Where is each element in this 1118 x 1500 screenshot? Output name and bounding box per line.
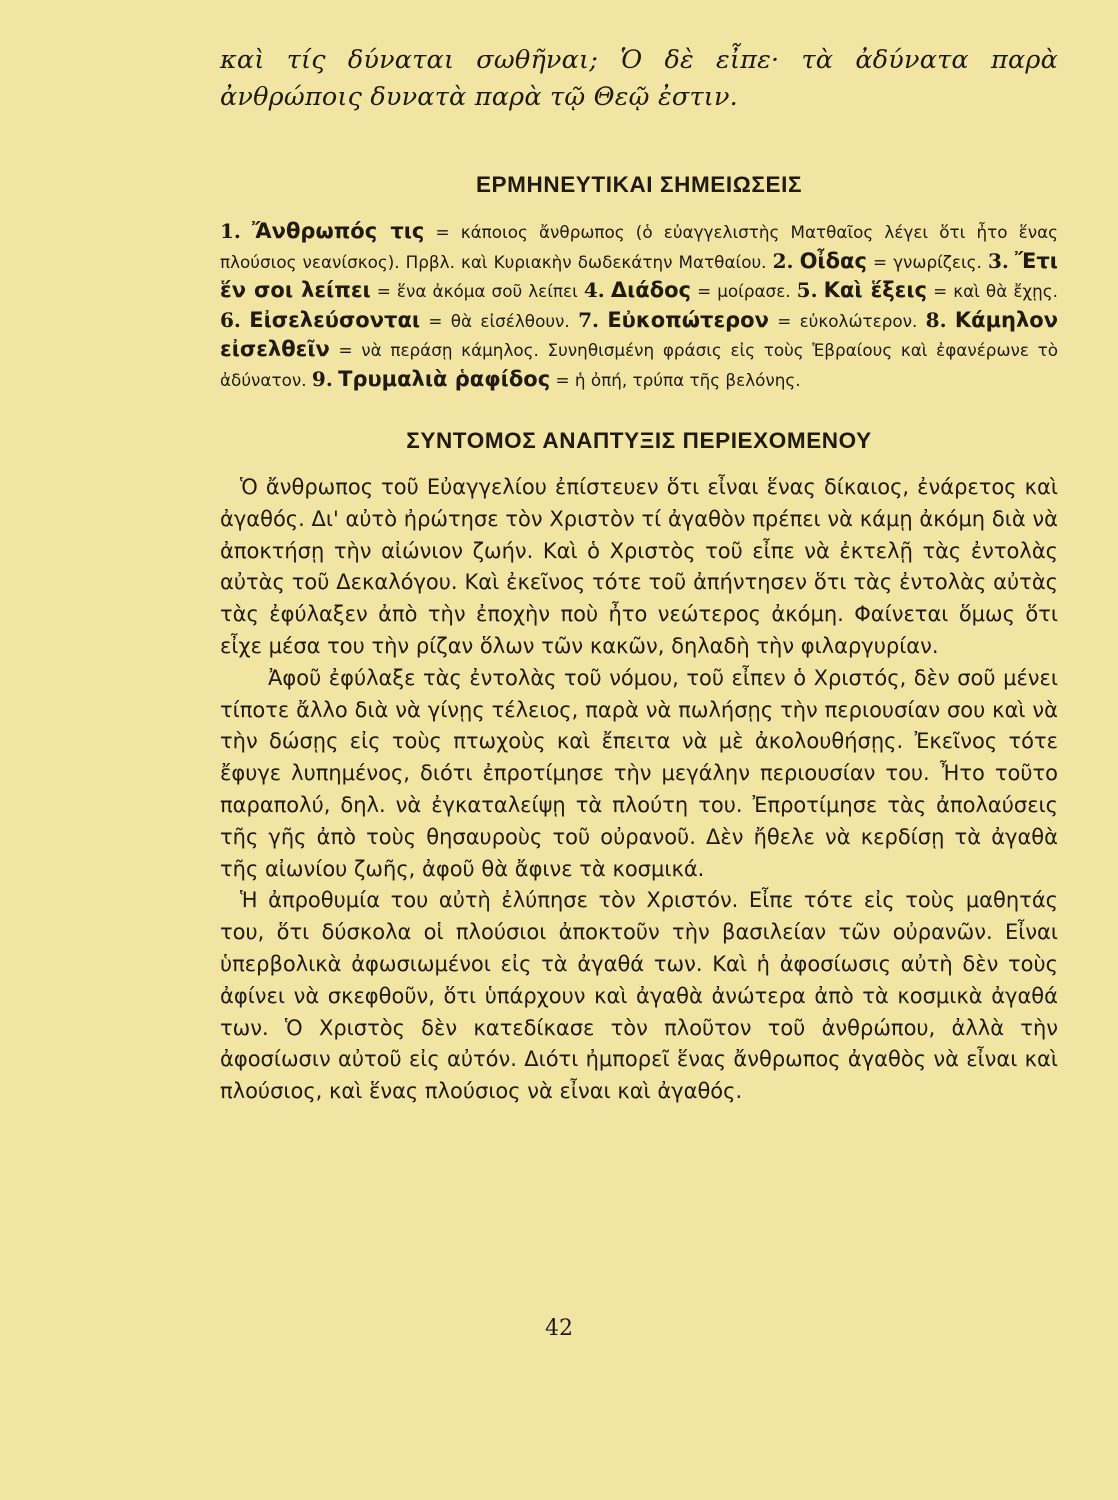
- note-gloss: = ἕνα ἀκόμα σοῦ λείπει: [376, 281, 578, 301]
- text-column: [220, 42, 1058, 1108]
- note-term: Ἔτι ἕν σοι λείπει: [220, 248, 1058, 302]
- note-gloss: = ἡ ὀπή, τρύπα τῆς βελόνης.: [555, 369, 801, 390]
- note-gloss: = μοίρασε.: [697, 281, 791, 301]
- notes-heading: ΕΡΜΗΝΕΥΤΙΚΑΙ ΣΗΜΕΙΩΣΕΙΣ: [475, 172, 803, 197]
- note-item: 1. Ἄνθρωπός τις = κάποιος ἄνθρωπος (ὁ εὐαγγελιστὴς Ματθαῖος λέγει ὅτι ἦτο ἕνας πλούσιος νεανίσκος). Πρβλ. καὶ Κυριακὴν δωδεκάτην Ματθαίου.: [220, 219, 1058, 272]
- gospel-passage: καὶ τίς δύναται σωθῆναι; Ὁ δὲ εἶπε· τὰ ἀδύνατα παρὰ ἀνθρώποις δυνατὰ παρὰ τῷ Θεῷ ἐστιν.: [220, 45, 1058, 112]
- page-number: 42: [545, 1316, 573, 1341]
- note-item: 7. Εὐκοπώτερον = εὐκολώτερον.: [578, 307, 918, 332]
- summary-paragraph: Ἡ ἀπροθυμία του αὐτὴ ἐλύπησε τὸν Χριστόν. Εἶπε τότε εἰς τοὺς μαθητάς του, ὅτι δύσκολα οἱ πλούσιοι ἀποκτοῦν τὴν βασιλείαν τῶν οὐρανῶν. Εἶναι ὑπερβολικὰ ἀφωσιωμένοι εἰς τὰ ἀγαθά των. Καὶ ἡ ἀφοσίωσις αὐτὴ δὲν τοὺς ἀφίνει νὰ σκεφθοῦν, ὅτι ὑπάρχουν καὶ ἀγαθὰ ἀνώτερα ἀπὸ τὰ κοσμικὰ ἀγαθά των. Ὁ Χριστὸς δὲν κατεδίκασε τὸν πλοῦτον τοῦ ἀνθρώπου, ἀλλὰ τὴν ἀφοσίωσιν αὐτοῦ εἰς αὐτόν. Διότι ἠμπορεῖ ἕνας ἄνθρωπος ἀγαθὸς νὰ εἶναι καὶ πλούσιος, καὶ ἕνας πλούσιος νὰ εἶναι καὶ ἀγαθός.: [220, 888, 1058, 1104]
- note-term: Τρυμαλιὰ ῥαφίδος: [338, 366, 551, 391]
- note-gloss: = κάποιος ἄνθρωπος (ὁ εὐαγγελιστὴς Ματθαῖος λέγει ὅτι ἦτο ἕνας πλούσιος νεανίσκος). Πρβλ. καὶ Κυριακὴν δωδεκάτην Ματθαίου.: [220, 222, 1058, 272]
- note-term: Οἶδας: [799, 248, 867, 273]
- note-term: Καὶ ἕξεις: [823, 278, 927, 302]
- note-term: Ἄνθρωπός τις: [252, 219, 425, 243]
- notes-block: [220, 217, 1058, 394]
- note-item: 9. Τρυμαλιὰ ῥαφίδος = ἡ ὀπή, τρύπα τῆς βελόνης.: [311, 366, 801, 391]
- note-item: 8. Κάμηλον εἰσελθεῖν = νὰ περάσῃ κάμηλος. Συνηθισμένη φράσις εἰς τοὺς Ἑβραίους καὶ ἐφανέρωνε τὸ ἀδύνατον.: [220, 307, 1059, 390]
- note-term: Εὐκοπώτερον: [607, 307, 769, 332]
- note-item: 3. Ἔτι ἕν σοι λείπει = ἕνα ἀκόμα σοῦ λείπει: [220, 248, 1058, 302]
- note-item: 2. Οἶδας = γνωρίζεις.: [772, 248, 982, 273]
- note-gloss: = εὐκολώτερον.: [777, 310, 918, 331]
- note-term: Διάδος: [610, 278, 691, 302]
- note-gloss: = νὰ περάσῃ κάμηλος. Συνηθισμένη φράσις εἰς τοὺς Ἑβραίους καὶ ἐφανέρωνε τὸ ἀδύνατον.: [220, 340, 1058, 390]
- note-gloss: = θὰ εἰσέλθουν.: [428, 310, 570, 331]
- summary-paragraph: Ὁ ἄνθρωπος τοῦ Εὐαγγελίου ἐπίστευεν ὅτι εἶναι ἕνας δίκαιος, ἐνάρετος καὶ ἀγαθός. Δι' αὐτὸ ἠρώτησε τὸν Χριστὸν τί ἀγαθὸν πρέπει νὰ κάμῃ ἀκόμη διὰ νὰ ἀποκτήσῃ τὴν αἰώνιον ζωήν. Καὶ ὁ Χριστὸς τοῦ εἶπε νὰ ἐκτελῇ τὰς ἐντολὰς αὐτὰς τοῦ Δεκαλόγου. Καὶ ἐκεῖνος τότε τοῦ ἀπήντησεν ὅτι τὰς ἐντολὰς αὐτὰς τὰς ἐφύλαξεν ἀπὸ τὴν ἐποχὴν ποὺ ἦτο νεώτερος ἀκόμη. Φαίνεται ὅμως ὅτι εἶχε μέσα του τὴν ρίζαν ὅλων τῶν κακῶν, δηλαδὴ τὴν φιλαργυρίαν.: [220, 475, 1058, 658]
- note-item: 6. Εἰσελεύσονται = θὰ εἰσέλθουν.: [220, 307, 570, 332]
- summary-heading: ΣΥΝΤΟΜΟΣ ΑΝΑΠΤΥΞΙΣ ΠΕΡΙΕΧΟΜΕΝΟΥ: [406, 428, 872, 453]
- note-item: 4. Διάδος = μοίρασε.: [583, 278, 791, 302]
- note-item: 5. Καὶ ἕξεις = καὶ θὰ ἔχῃς.: [796, 278, 1058, 302]
- note-term: Εἰσελεύσονται: [249, 307, 421, 332]
- note-gloss: = καὶ θὰ ἔχῃς.: [933, 281, 1058, 301]
- summary-paragraph: Ἀφοῦ ἐφύλαξε τὰς ἐντολὰς τοῦ νόμου, τοῦ εἶπεν ὁ Χριστός, δὲν σοῦ μένει τίποτε ἄλλο διὰ νὰ γίνῃς τέλειος, παρὰ νὰ πωλήσῃς τὴν περιουσίαν σου καὶ νὰ τὴν δώσῃς εἰς τοὺς πτωχοὺς καὶ ἔπειτα νὰ μὲ ἀκολουθήσῃς. Ἐκεῖνος τότε ἔφυγε λυπημένος, διότι ἐπροτίμησε τὴν μεγάλην περιουσίαν του. Ἦτο τοῦτο παραπολύ, δηλ. νὰ ἐγκαταλείψῃ τὰ πλούτη του. Ἐπροτίμησε τὰς ἀπολαύσεις τῆς γῆς ἀπὸ τοὺς θησαυροὺς τοῦ οὐρανοῦ. Δὲν ἤθελε νὰ κερδίσῃ τὰ ἀγαθὰ τῆς αἰωνίου ζωῆς, ἀφοῦ θὰ ἄφινε τὰ κοσμικά.: [220, 665, 1058, 881]
- summary-body: [220, 472, 1058, 1108]
- note-gloss: = γνωρίζεις.: [872, 251, 982, 272]
- note-term: Κάμηλον εἰσελθεῖν: [220, 307, 1059, 361]
